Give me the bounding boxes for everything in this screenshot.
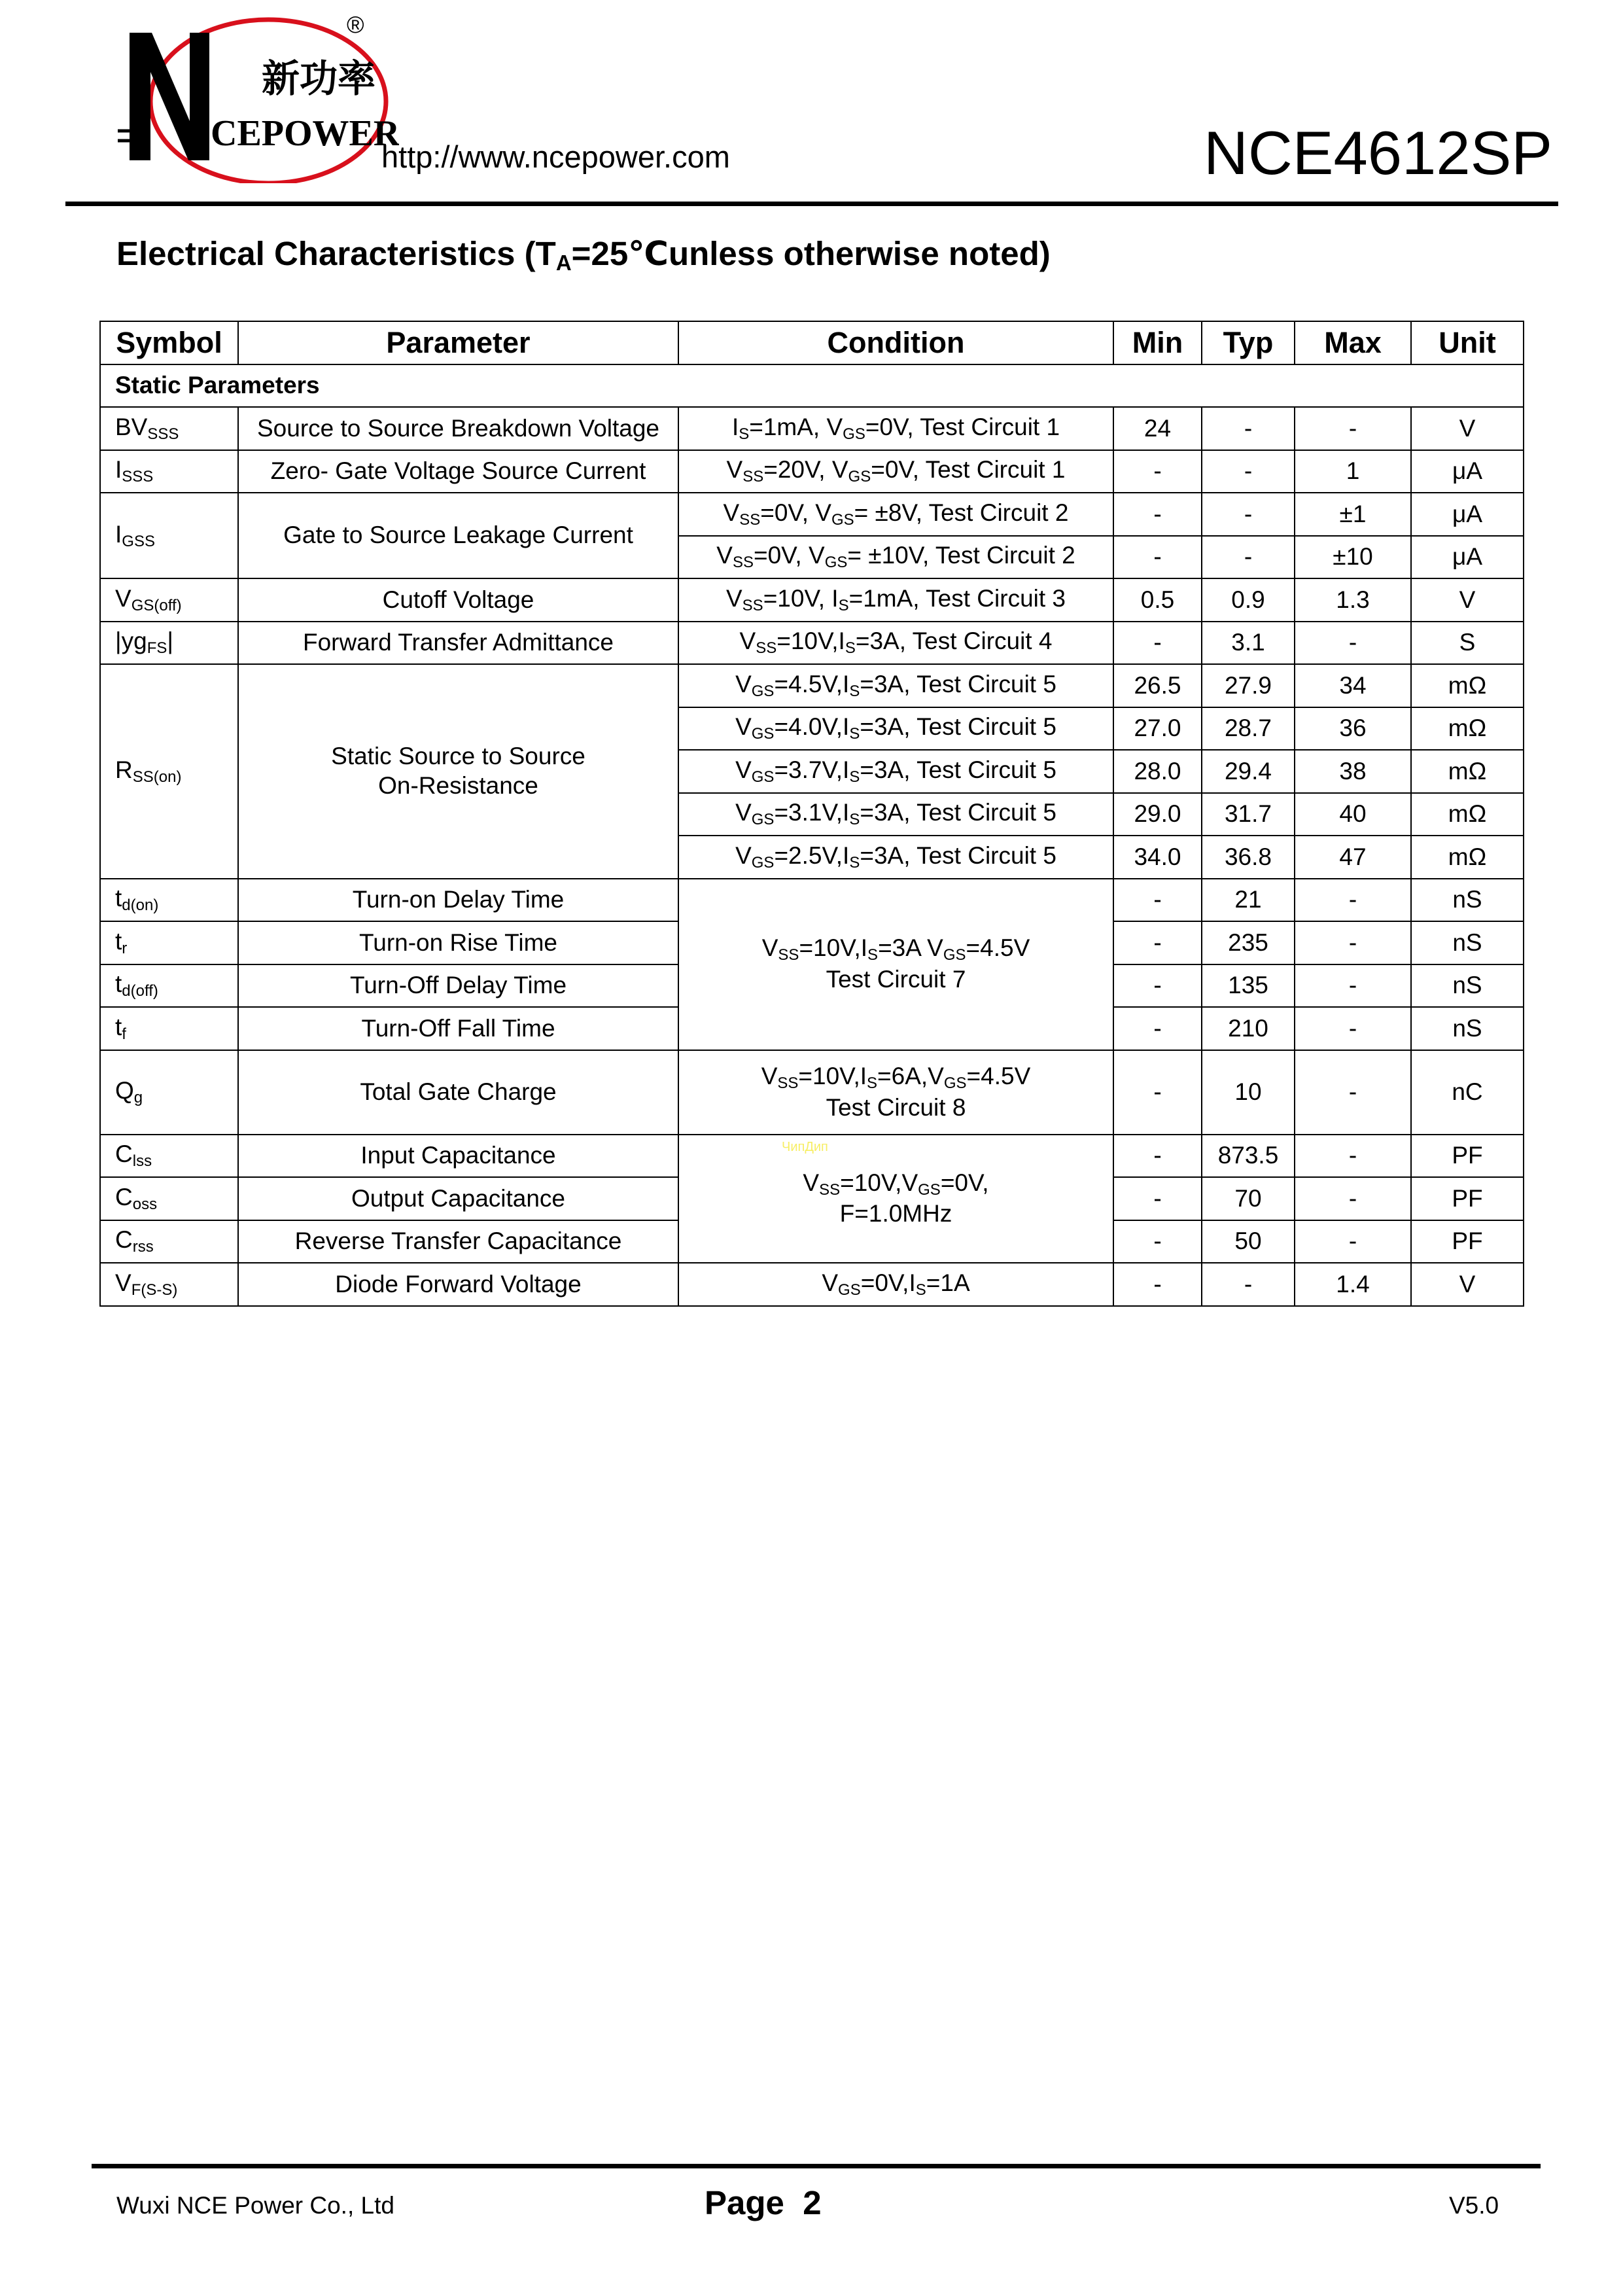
- svg-text:新功率: 新功率: [262, 56, 376, 101]
- col-header: Parameter: [238, 321, 678, 364]
- table-row: $V_{GS}=3.7V,I_S=3A$, Test Circuit 5 28.0 29.4 38 mΩ: [100, 750, 1524, 793]
- table-row: $|yg_{FS}|$ Forward Transfer Admittance $V_{SS}=10V,I_S=3A$, Test Circuit 4 - 3.1 - S: [100, 622, 1524, 665]
- table-row: $V_{GS}=4.0V,I_S=3A$, Test Circuit 5 27.0 28.7 36 mΩ: [100, 707, 1524, 751]
- col-header: Unit: [1411, 321, 1524, 364]
- version-label: V5.0: [1449, 2192, 1499, 2219]
- section-label: Static Parameters: [100, 364, 1524, 408]
- table-row: $BV_{SSS}$ Source to Source Breakdown Voltage $I_S=1mA$, $V_{GS}=0V$, Test Circuit 1 24 - - V: [100, 407, 1524, 450]
- table-row: $R_{SS(on)}$ Static Source to Source On-Resistance $V_{GS}=4.5V,I_S=3A$, Test Circuit 5 26.5 27.9 34 mΩ: [100, 664, 1524, 707]
- electrical-characteristics-table: [99, 321, 1524, 1307]
- table-row: $C_{rss}$ Reverse Transfer Capacitance - 50 - PF: [100, 1220, 1524, 1263]
- table-header-row: [100, 321, 1524, 364]
- svg-text:CEPOWER: CEPOWER: [211, 113, 399, 154]
- table-row: $I_{SSS}$ Zero- Gate Voltage Source Current $V_{SS}=20V$, $V_{GS}=0V$, Test Circuit 1 - - 1 μA: [100, 450, 1524, 493]
- table-row: $V_{SS}=0V$, $V_{GS}= \pm 10V$, Test Circuit 2 - - ±10 μA: [100, 536, 1524, 579]
- footer-divider: [92, 2164, 1541, 2168]
- table-row: $I_{GSS}$ Gate to Source Leakage Current $V_{SS}=0V$, $V_{GS}= \pm 8V$, Test Circuit 2 - - ±1 μA: [100, 493, 1524, 536]
- company-name: Wuxi NCE Power Co., Ltd: [116, 2192, 394, 2219]
- col-header: Min: [1113, 321, 1202, 364]
- company-logo: [111, 7, 399, 183]
- col-header: Max: [1295, 321, 1411, 364]
- table-row: $V_{GS(off)}$ Cutoff Voltage $V_{SS}=10V$, $I_S=1mA$, Test Circuit 3 0.5 0.9 1.3 V: [100, 578, 1524, 622]
- section-row: [100, 364, 1524, 408]
- header-divider: [65, 202, 1558, 206]
- table-row: $t_{d(off)}$ Turn-Off Delay Time - 135 - nS: [100, 964, 1524, 1008]
- section-title: Electrical Characteristics ($T_A=25℃unless$ otherwise noted): [116, 235, 1051, 275]
- part-number: NCE4612SP: [1204, 118, 1552, 187]
- table-row: $t_r$ Turn-on Rise Time - 235 - nS: [100, 921, 1524, 964]
- table-row: $V_{F(S-S)}$ Diode Forward Voltage $V_{GS}=0V,I_S=1A$ - - 1.4 V: [100, 1263, 1524, 1306]
- watermark: ЧипДип: [782, 1140, 828, 1154]
- website-url[interactable]: http://www.ncepower.com: [381, 139, 730, 174]
- svg-text:®: ®: [347, 11, 364, 38]
- table-row: $V_{GS}=2.5V,I_S=3A$, Test Circuit 5 34.0 36.8 47 mΩ: [100, 836, 1524, 879]
- col-header: Symbol: [100, 321, 238, 364]
- table-row: $t_f$ Turn-Off Fall Time - 210 - nS: [100, 1007, 1524, 1050]
- col-header: Condition: [678, 321, 1113, 364]
- table-row: $C_{lss}$ Input Capacitance $V_{SS}=10V,V_{GS}=0V$, F=1.0MHz - 873.5 - PF: [100, 1135, 1524, 1178]
- table-row: $Q_g$ Total Gate Charge $V_{SS}=10V,I_S=6A,V_{GS}=4.5V$ Test Circuit 8 - 10 - nC: [100, 1050, 1524, 1135]
- table-row: $C_{oss}$ Output Capacitance - 70 - PF: [100, 1177, 1524, 1220]
- col-header: Typ: [1202, 321, 1295, 364]
- table-row: $V_{GS}=3.1V,I_S=3A$, Test Circuit 5 29.0 31.7 40 mΩ: [100, 793, 1524, 836]
- table-row: $t_{d(on)}$ Turn-on Delay Time $V_{SS}=10V,I_S=3A$ $V_{GS}=4.5V$ Test Circuit 7 - 21 - nS: [100, 879, 1524, 922]
- page-number: Page 2: [705, 2184, 822, 2221]
